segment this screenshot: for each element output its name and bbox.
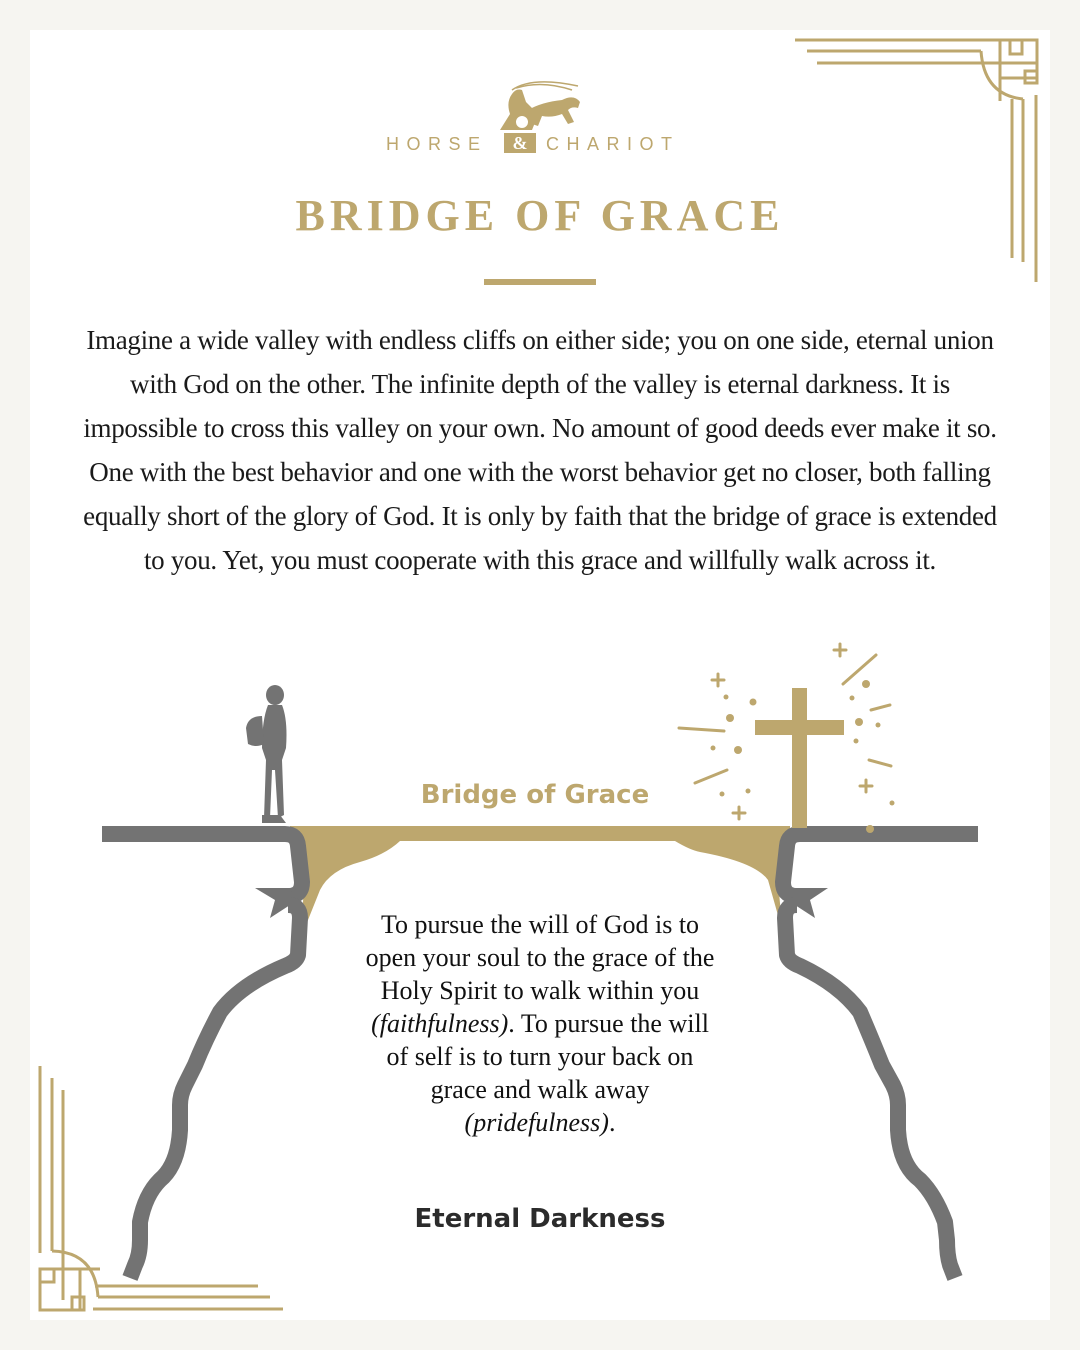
pridefulness-italic: (pridefulness) [464,1108,609,1137]
right-cliff [783,834,978,1278]
eternal-darkness-label: Eternal Darkness [414,1204,666,1234]
valley-line [330,1007,750,1040]
faithfulness-italic: (faithfulness) [371,1009,509,1038]
left-cliff-notch [255,888,292,918]
valley-line: of self is to turn your back on [386,1042,694,1071]
valley-line: open your soul to the grace of the [365,943,715,972]
valley-line: To pursue the will of God is to [380,910,700,939]
person-silhouette-icon [246,685,287,823]
left-cliff [102,834,302,1278]
intro-paragraph: Imagine a wide valley with endless cliffs on either side; you on one side, eternal union with God on the other. The infinite depth of the valley is eternal darkness. It is impossible to cross this valley on your own. No amount of good deeds ever make it so. One with the best behavior and one with the worst behavior get no closer, both falling equally short of the glory of God. It is only by faith that the bridge of grace is extended to you. Yet, you must cooperate with this grace and willfully walk across it. [83,325,997,575]
brand-name-left: HORSE [386,134,488,154]
ampersand: & [512,133,528,153]
cross-icon [755,688,844,828]
valley-line: Holy Spirit to walk within you [380,976,700,1005]
valley-line-rest: . To pursue the will [508,1009,709,1038]
valley-line-rest: . [608,1108,616,1137]
valley-text [330,908,750,1139]
dot [866,825,874,833]
brand-name-right: CHARIOT [546,134,680,154]
valley-line: grace and walk away [430,1075,650,1104]
page-title: BRIDGE OF GRACE [295,191,785,240]
bridge-of-grace-label: Bridge of Grace [420,780,650,810]
right-cliff-notch [793,888,828,918]
valley-line [330,1106,750,1139]
